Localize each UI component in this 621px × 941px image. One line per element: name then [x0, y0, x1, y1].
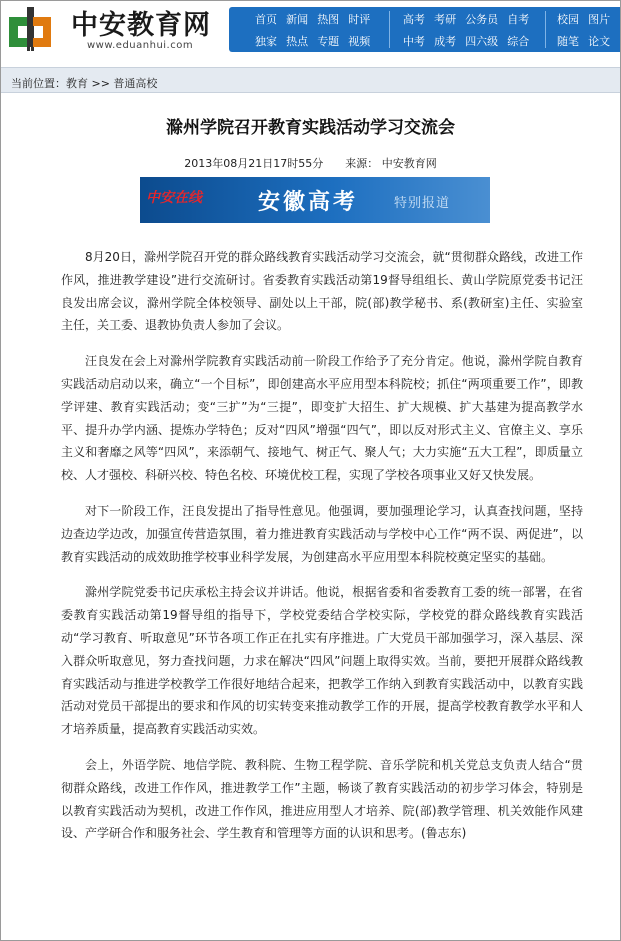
nav-link[interactable]: 中考 — [403, 35, 425, 48]
nav-link[interactable]: 成考 — [434, 35, 457, 48]
nav-link[interactable]: 时评 — [348, 13, 371, 26]
nav-link[interactable]: 热点 — [286, 35, 309, 48]
anhui-gaokao-banner[interactable] — [140, 177, 490, 223]
nav-link[interactable]: 随笔 — [557, 35, 579, 48]
article-paragraph: 8月20日，滁州学院召开党的群众路线教育实践活动学习交流会，就“贯彻群众路线，改进工作作风，推进教学建设”进行交流研讨。省委教育实践活动第19督导组组长、黄山学院原党委书记汪良发出席会议，滁州学院全体校领导、副处以上干部，院(部)教学秘书、系(教研室)主任、实验室主任，关工委、退教协负责人参加了会议。 — [61, 250, 583, 333]
breadcrumb — [1, 67, 620, 93]
nav-link[interactable]: 自考 — [507, 13, 530, 26]
nav-link[interactable]: 新闻 — [286, 13, 309, 26]
nav-link[interactable]: 论文 — [588, 35, 611, 48]
article-paragraph: 滁州学院党委书记庆承松主持会议并讲话。他说，根据省委和省委教育工委的统一部署，在省委教育实践活动第19督导组的指导下，学校党委结合学校实际，学校党的群众路线教育实践活动“学习教育、听取意见”环节各项工作正在扎实有序推进。广大党员干部加强学习，深入基层、深入群众听取意见，努力查找问题，力求在解决“四风”问题上取得实效。当前，要把开展群众路线教育实践活动与推进学校教学工作很好地结合起来，把教学工作纳入到教育实践活动中，以教育实践活动对党员干部提出的要求和作风的切实转变来推动教学工作的开展，提高学校教育教学水平和人才培养质量，提高教育实践活动实效。 — [61, 585, 583, 737]
nav-group-exams — [403, 7, 533, 52]
nav-link[interactable]: 视频 — [348, 35, 371, 48]
breadcrumb-link-education[interactable]: 教育 — [66, 77, 88, 90]
article-meta — [1, 155, 620, 171]
nav-link[interactable]: 热图 — [317, 13, 340, 26]
article-paragraph: 汪良发在会上对滁州学院教育实践活动前一阶段工作给予了充分肯定。他说，滁州学院自教育实践活动启动以来，确立“一个目标”，即创建高水平应用型本科院校；抓住“两项重要工作”，即教学评建、教育实践活动；变“三扩”为“三提”，即变扩大招生、扩大规模、扩大基建为提高教学水平、提升办学内涵、提炼办学特色；反对“四风”增强“四气”，即以反对形式主义、官僚主义、享乐主义和奢靡之风等“四风”，来添朝气、接地气、树正气、聚人气；大力实施“五大工程”，即质量立校、人才强校、科研兴校、特色名校、环境优校工程，实现了学校各项事业又好又快发展。 — [61, 354, 583, 483]
main-nav — [229, 7, 621, 52]
nav-group-news — [255, 7, 374, 52]
logo-url[interactable]: www.eduanhui.com — [87, 40, 194, 51]
article-source: 来源： 中安教育网 — [345, 157, 437, 170]
nav-link[interactable]: 图片 — [588, 13, 611, 26]
nav-divider — [545, 11, 546, 48]
nav-group-campus — [557, 7, 614, 52]
nav-link[interactable]: 独家 — [255, 35, 277, 48]
article-title: 滁州学院召开教育实践活动学习交流会 — [166, 118, 455, 138]
banner-sub-text: 特别报道 — [394, 196, 451, 211]
breadcrumb-link-university[interactable]: > 普通高校 — [100, 77, 158, 90]
banner-main-text: 安徽高考 — [258, 190, 359, 215]
nav-link[interactable]: 四六级 — [465, 35, 499, 48]
nav-link[interactable]: 首页 — [255, 13, 277, 26]
article-date: 2013年08月21日17时55分 — [184, 157, 324, 170]
eduanhui-logo-icon[interactable] — [7, 5, 53, 55]
article-paragraph: 会上，外语学院、地信学院、教科院、生物工程学院、音乐学院和机关党总支负责人结合“贯彻群众路线，改进工作作风，推进教学工作”主题，畅谈了教育实践活动的初步学习体会，特别是以教育实践活动为契机，改进工作作风，推进应用型人才培养、院(部)教学管理、机关效能作风建设、产学研合作和服务社会、学生教育和管理等方面的认识和思考。(鲁志东) — [61, 757, 583, 841]
nav-link[interactable]: 专题 — [317, 35, 340, 48]
nav-link[interactable]: 校园 — [557, 13, 579, 26]
nav-divider — [389, 11, 390, 48]
nav-link[interactable]: 考研 — [434, 13, 457, 26]
breadcrumb-separator: > — [91, 77, 101, 90]
breadcrumb-label: 当前位置： — [11, 77, 66, 90]
banner-logo: 中安在线 — [146, 190, 202, 206]
site-header — [1, 1, 620, 63]
nav-link[interactable]: 公务员 — [465, 13, 499, 26]
nav-link[interactable]: 高考 — [403, 13, 425, 26]
article-paragraph: 对下一阶段工作，汪良发提出了指导性意见。他强调，要加强理论学习，认真查找问题，坚持边查边学边改，加强宣传营造氛围，着力推进教育实践活动与学校中心工作“两不误、两促进”，以教育实践活动的成效助推学校事业科学发展，为创建高水平应用型本科院校奠定坚实的基础。 — [61, 503, 583, 564]
nav-link[interactable]: 综合 — [507, 35, 530, 48]
article-body — [61, 246, 583, 858]
logo-text[interactable]: 中安教育网 — [71, 10, 211, 41]
